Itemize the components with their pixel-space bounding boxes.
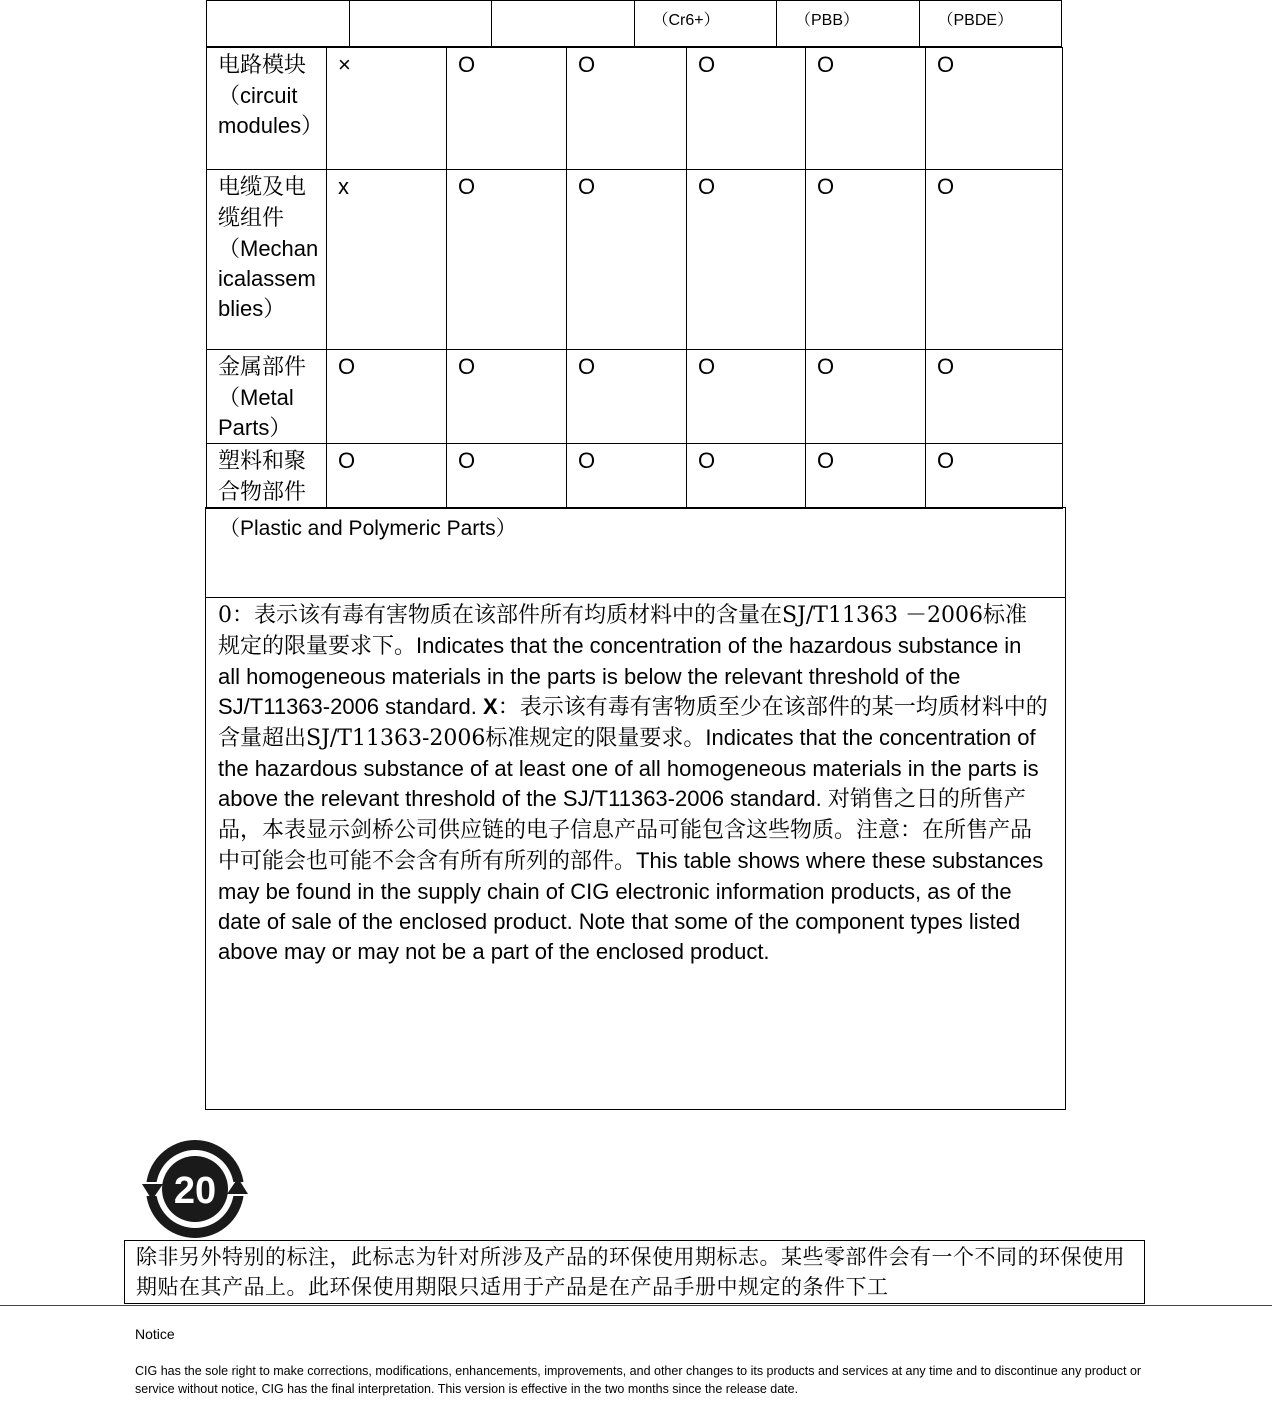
header-cell-pbde: （PBDE） (919, 1, 1062, 47)
part-name-cn: 塑料和聚合物部件 (218, 449, 307, 505)
header-cell (207, 1, 350, 47)
header-cell (349, 1, 492, 47)
part-name-en: （Metal Parts） (218, 385, 294, 440)
value-cell: O (447, 444, 567, 509)
value-cell: O (926, 350, 1063, 444)
substance-header-row (206, 0, 1062, 47)
value-cell: O (567, 444, 687, 509)
header-cell-pbb: （PBB） (777, 1, 920, 47)
notice-body: CIG has the sole right to make corrections, modifications, enhancements, improvements, and other changes to its products and services at any time and to discontinue any product or service without notice, CIG has the final interpretation. This version is effective in the two months since the release date. (135, 1364, 1142, 1396)
eco-period-20-logo-icon (139, 1140, 251, 1238)
eco-period-statement (124, 1240, 1145, 1304)
notes-box (205, 507, 1066, 1110)
value-cell: O (806, 350, 926, 444)
table-row (207, 444, 1063, 509)
footer-divider (0, 1305, 1272, 1306)
part-cell (207, 170, 327, 350)
hazardous-substance-table (206, 47, 1063, 509)
value-cell: O (447, 350, 567, 444)
table-row (207, 170, 1063, 350)
value-cell: O (567, 170, 687, 350)
o-legend-cn: 0：表示该有毒有害物质在该部件所有均质材料中的含量在SJ/T11363 －2006标准规定的限量要求下。 (218, 603, 1027, 659)
part-cell (207, 48, 327, 170)
part-cell (207, 444, 327, 509)
notice-title: Notice (135, 1326, 175, 1342)
value-cell: O (806, 170, 926, 350)
value-cell: O (567, 350, 687, 444)
part-name-cn: 电缆及电缆组件 (218, 175, 307, 231)
x-legend-en: Indicates that the concentration of the hazardous substance of at least one of all homogeneous materials in the parts is above the relevant threshold of the SJ/T11363-2006 standard. (218, 725, 1039, 811)
value-cell: O (567, 48, 687, 170)
value-cell: × (327, 48, 447, 170)
eco-period-statement-text: 除非另外特别的标注，此标志为针对所涉及产品的环保使用期标志。某些零部件会有一个不同的环保使用期贴在其产品上。此环保使用期限只适用于产品是在产品手册中规定的条件下工 (136, 1245, 1125, 1299)
notes-text (218, 600, 1048, 967)
plastic-parts-label (206, 508, 1065, 598)
x-mark: X (483, 694, 498, 719)
part-name-cn: 电路模块 (218, 53, 307, 78)
value-cell: O (926, 170, 1063, 350)
part-name-en: （Plastic and Polymeric Parts） (219, 517, 517, 540)
part-cell (207, 350, 327, 444)
table-row (207, 350, 1063, 444)
o-legend-en: Indicates that the concentration of the hazardous substance in all homogeneous materials in the parts is below the relevant threshold of the SJ/T11363-2006 standard. (218, 633, 1022, 719)
value-cell: O (447, 48, 567, 170)
logo-number: 20 (173, 1170, 217, 1212)
x-legend-cn: ：表示该有毒有害物质至少在该部件的某一均质材料中的含量超出SJ/T11363-2006标准规定的限量要求。 (218, 695, 1048, 751)
part-name-cn: 金属部件 (218, 355, 307, 380)
value-cell: O (687, 350, 806, 444)
value-cell: O (806, 48, 926, 170)
header-cell (492, 1, 635, 47)
value-cell: O (687, 170, 806, 350)
supply-note-cn: 对销售之日的所售产品，本表显示剑桥公司供应链的电子信息产品可能包含这些物质。注意：在所售产品中可能会也可能不会含有所有所列的部件。 (218, 787, 1033, 874)
part-name-en: （circuit modules） (218, 83, 324, 138)
supply-note-en: This table shows where these substances may be found in the supply chain of CIG electronic information products, as of the date of sale of the enclosed product. Note that some of the component types listed above may or may not be a part of the enclosed product. (218, 848, 1044, 964)
part-name-en: （Mechanicalassemblies） (218, 236, 319, 321)
value-cell: O (327, 350, 447, 444)
value-cell: x (327, 170, 447, 350)
value-cell: O (447, 170, 567, 350)
header-cell-cr6: （Cr6+） (634, 1, 777, 47)
value-cell: O (806, 444, 926, 509)
table-row (207, 48, 1063, 170)
value-cell: O (926, 48, 1063, 170)
value-cell: O (327, 444, 447, 509)
value-cell: O (687, 444, 806, 509)
value-cell: O (687, 48, 806, 170)
value-cell: O (926, 444, 1063, 509)
